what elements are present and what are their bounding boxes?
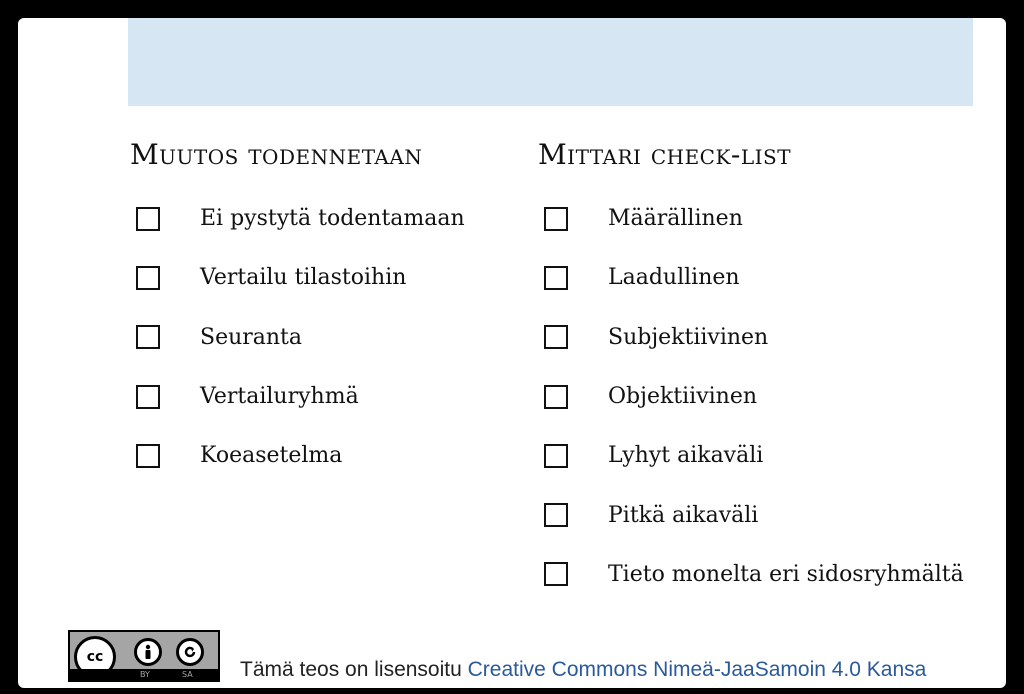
right-column-title: Mittari check-list [538, 138, 792, 171]
checklist-item [130, 308, 465, 367]
sa-label: SA [182, 670, 193, 679]
checkbox[interactable] [544, 266, 568, 290]
checklist-item [538, 308, 964, 367]
checklist-item [130, 248, 465, 307]
checklist-label: Määrällinen [608, 206, 743, 232]
left-column [130, 138, 465, 485]
checkbox[interactable] [544, 503, 568, 527]
checklist-item [538, 426, 964, 485]
right-checklist [538, 189, 964, 604]
license-text [240, 658, 926, 682]
slide-page [18, 18, 1006, 688]
checklist-label: Vertailu tilastoihin [200, 265, 407, 291]
checklist-label: Seuranta [200, 324, 303, 350]
attribution-icon [134, 638, 162, 666]
share-alike-icon [176, 638, 204, 666]
checklist-label: Lyhyt aikaväli [608, 443, 764, 469]
checklist-label: Subjektiivinen [608, 324, 769, 350]
checklist-item [538, 485, 964, 544]
cc-by-sa-badge-icon[interactable] [68, 630, 220, 682]
checklist-label: Laadullinen [608, 265, 740, 291]
left-column-title: Muutos todennetaan [130, 138, 423, 171]
checklist-item [538, 189, 964, 248]
by-label: BY [140, 670, 150, 679]
left-checklist [130, 189, 465, 485]
person-icon [142, 644, 154, 660]
checklist-item [538, 248, 964, 307]
checklist-item [130, 189, 465, 248]
checkbox[interactable] [136, 385, 160, 409]
cc-logo-icon: cc [74, 636, 116, 678]
checklist-label: Tieto monelta eri sidosryhmältä [608, 561, 964, 587]
checklist-item [538, 545, 964, 604]
share-alike-arrow-icon [182, 644, 198, 660]
checklist-item [130, 426, 465, 485]
license-prefix: Tämä teos on lisensoitu [240, 658, 468, 681]
checklist-item [538, 367, 964, 426]
checklist-label: Vertailuryhmä [200, 384, 359, 410]
checkbox[interactable] [136, 444, 160, 468]
right-column [538, 138, 964, 604]
checkbox[interactable] [136, 325, 160, 349]
checkbox[interactable] [136, 207, 160, 231]
checklist-label: Objektiivinen [608, 384, 758, 410]
checklist-label: Pitkä aikaväli [608, 502, 759, 528]
license-link[interactable]: Creative Commons Nimeä-JaaSamoin 4.0 Kansa [467, 658, 927, 681]
checkbox[interactable] [544, 385, 568, 409]
checkbox[interactable] [136, 266, 160, 290]
checklist-label: Koeasetelma [200, 443, 343, 469]
checkbox[interactable] [544, 325, 568, 349]
license-footer [68, 630, 926, 682]
header-banner [128, 18, 973, 106]
checklist-item [130, 367, 465, 426]
checkbox[interactable] [544, 207, 568, 231]
checkbox[interactable] [544, 444, 568, 468]
checklist-label: Ei pystytä todentamaan [200, 206, 465, 232]
checkbox[interactable] [544, 562, 568, 586]
